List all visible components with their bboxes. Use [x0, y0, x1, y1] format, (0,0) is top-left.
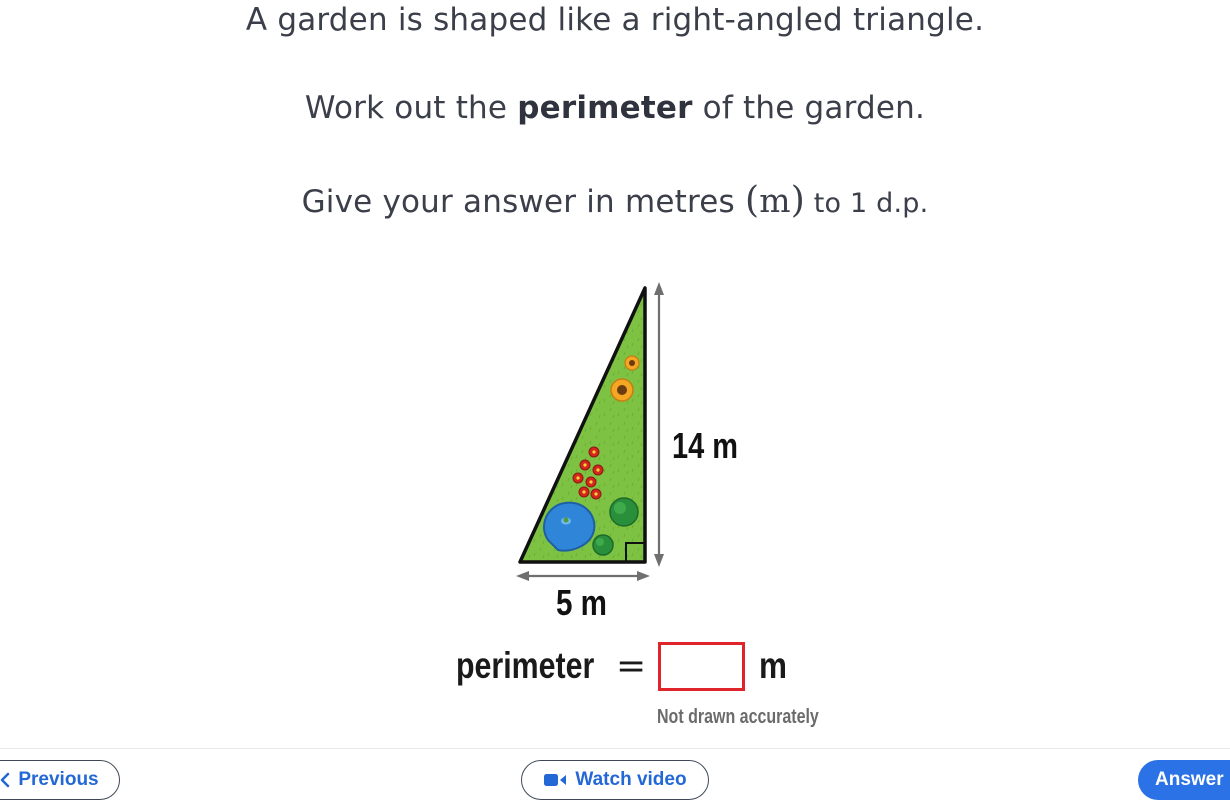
emphasis-perimeter: perimeter [517, 90, 693, 126]
previous-button[interactable] [0, 760, 120, 800]
bush-large-icon [610, 498, 638, 526]
question-line-2: Work out the perimeter of the garden. [304, 90, 926, 126]
unit-symbol: m [759, 181, 791, 220]
perimeter-label: perimeter [456, 645, 595, 686]
horizontal-length-label: 5 m [556, 582, 607, 623]
vertical-dimension-arrow [654, 282, 664, 567]
previous-label: Previous [18, 769, 99, 790]
answer-button[interactable] [1138, 760, 1230, 800]
answer-row [456, 637, 792, 695]
vertical-length-label: 14 m [672, 425, 738, 466]
footer-divider [0, 748, 1230, 749]
question-line-1: A garden is shaped like a right-angled triangle. [245, 2, 985, 38]
question-line-3: Give your answer in metres (m) to 1 d.p. [301, 180, 929, 221]
equals-sign: = [616, 645, 647, 687]
horizontal-dimension-arrow [516, 571, 650, 581]
sunflower-small-icon [625, 356, 639, 370]
bush-small-icon [593, 535, 613, 555]
sunflower-icon [611, 379, 633, 401]
answer-unit: m [759, 645, 788, 686]
chevron-left-icon [0, 772, 10, 788]
perimeter-answer-input[interactable] [658, 642, 745, 691]
pond-icon [544, 503, 594, 551]
video-camera-icon [543, 772, 567, 788]
not-drawn-accurately-note: Not drawn accurately [657, 706, 819, 728]
answer-button-label: Answer [1155, 769, 1224, 790]
watch-video-label: Watch video [575, 769, 687, 790]
watch-video-button[interactable] [521, 760, 709, 800]
